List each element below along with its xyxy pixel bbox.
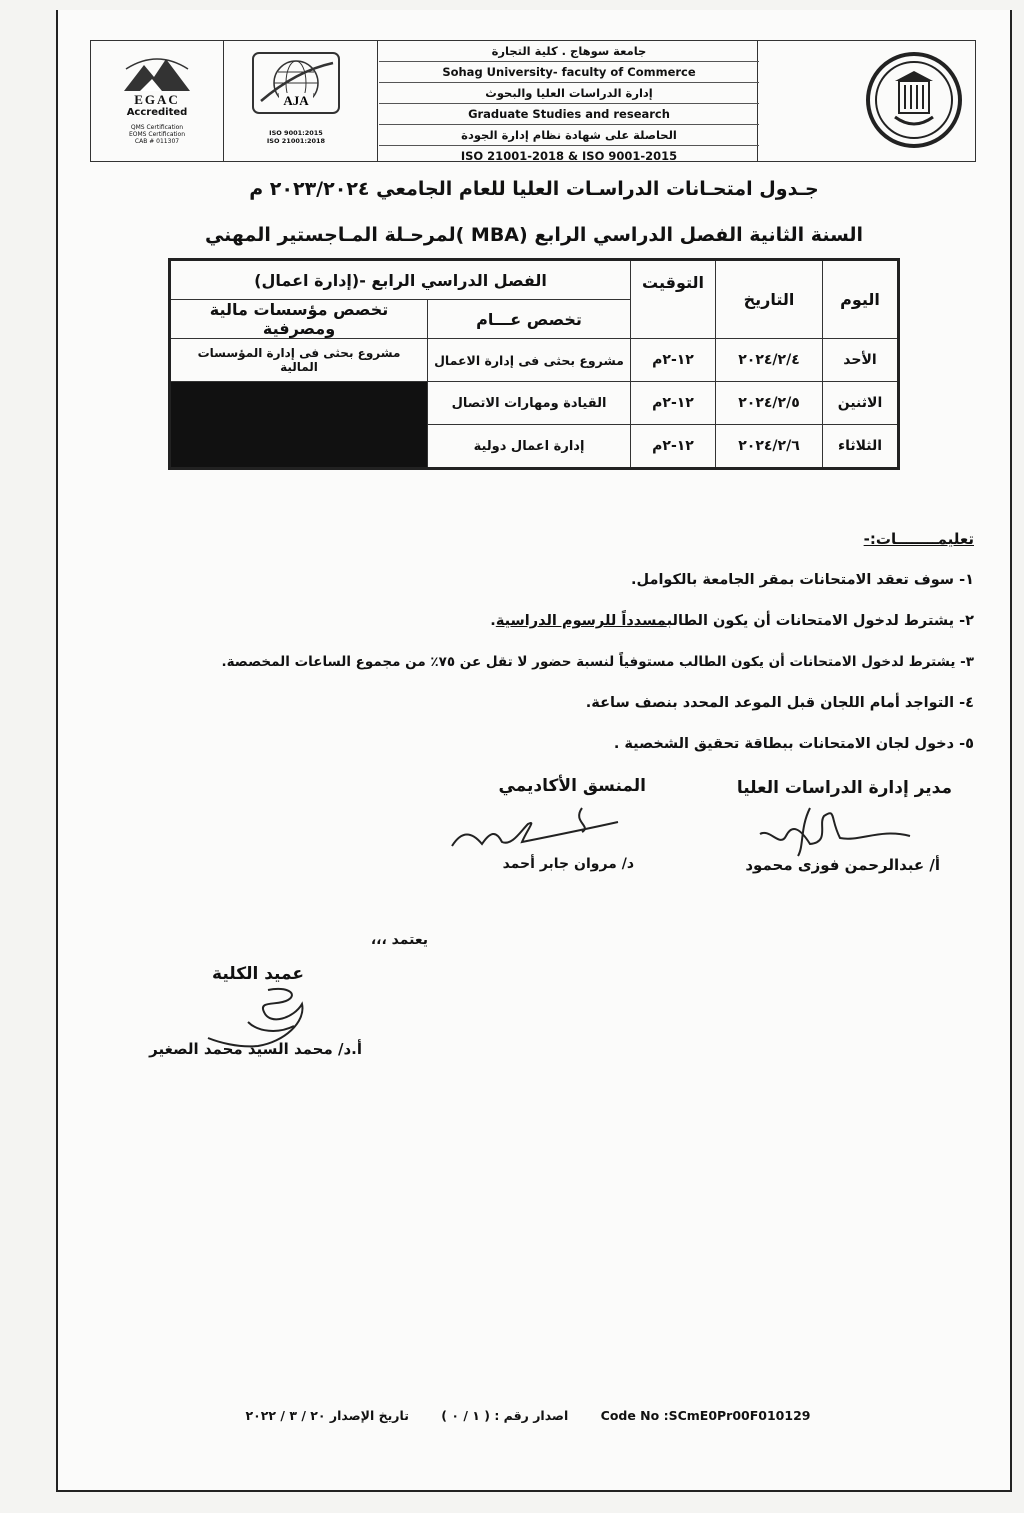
cell-date: ٢٠٢٤/٢/٤ <box>716 339 823 382</box>
egac-cab: CAB # 011307 <box>134 138 180 145</box>
cell-day: الأحد <box>823 339 899 382</box>
footer-issue-date: تاريخ الإصدار ٢٠ / ٣ / ٢٠٢٢ <box>245 1408 409 1423</box>
instruction-2 <box>114 601 974 642</box>
schedule-subtitle: لمرحـلة المـاجستير المهني( MBA) السنة الثانية الفصل الدراسي الرابع <box>204 224 864 246</box>
cell-time: ١٢-٢م <box>631 382 716 425</box>
egac-text: EGAC <box>134 92 180 107</box>
instruction-5: ٥- دخول لجان الامتحانات ببطاقة تحقيق الشخصية . <box>613 736 974 752</box>
cell-day: الاثنين <box>823 382 899 425</box>
footer-code: Code No :SCmE0Pr00F010129 <box>600 1408 811 1423</box>
instruction-1: ١- سوف تعقد الامتحانات بمقر الجامعة بالكوامل. <box>631 572 974 588</box>
schedule-title: جـدول امتحـانات الدراسـات العليا للعام الجامعي ٢٠٢٣/٢٠٢٤ م <box>249 178 819 200</box>
aja-text: AJA <box>283 93 309 108</box>
cell-finance-blank <box>170 382 428 469</box>
cell-time: ١٢-٢م <box>631 339 716 382</box>
instruction-3: ٣- يشترط لدخول الامتحانات أن يكون الطالب مستوفياً لنسبة حضور لا تقل عن ٧٥٪ من مجموع الساعات المخصصة. <box>221 654 974 670</box>
university-ar: جامعة سوهاج . كلية التجارة <box>379 41 759 62</box>
aja-logo <box>231 51 361 151</box>
coordinator-signature <box>432 802 622 858</box>
director-title: مدير إدارة الدراسات العليا <box>736 778 952 798</box>
letterhead-text <box>379 41 759 161</box>
egac-cert2: EOMS Certification <box>128 131 186 138</box>
header-general: تخصص عـــام <box>428 300 631 339</box>
dept-ar: إدارة الدراسات العليا والبحوث <box>379 83 759 104</box>
director-signature <box>740 798 920 858</box>
instructions-title: تعليمــــــــات:- <box>863 530 974 548</box>
dean-name: أ.د/ محمد السيد محمد الصغير <box>149 1040 362 1058</box>
document-page <box>56 10 1012 1492</box>
university-seal-icon <box>865 51 963 149</box>
approve-label: يعتمد ،،، <box>370 932 428 948</box>
cell-time: ١٢-٢م <box>631 425 716 469</box>
table-row <box>170 339 899 382</box>
instruction-4: ٤- التواجد أمام اللجان قبل الموعد المحدد بنصف ساعة. <box>585 695 974 711</box>
footer-version: اصدار رقم : ( ١ / ٠ ) <box>441 1408 569 1423</box>
dean-title: عميد الكلية <box>212 964 304 984</box>
egac-accredited: Accredited <box>126 107 188 118</box>
globe-icon <box>251 51 341 115</box>
aja-iso2: ISO 21001:2018 <box>266 137 326 145</box>
instruction-2-text: ٢- يشترط لدخول الامتحانات أن يكون الطالب <box>666 613 974 629</box>
cell-day: الثلاثاء <box>823 425 899 469</box>
table-row <box>170 382 899 425</box>
letterhead <box>90 40 976 162</box>
aja-iso1: ISO 9001:2015 <box>269 129 323 137</box>
cell-general: مشروع بحثى فى إدارة الاعمال <box>428 339 631 382</box>
header-semester: الفصل الدراسي الرابع -(إدارة اعمال) <box>170 260 631 300</box>
mountain-icon <box>122 55 192 93</box>
dept-en: Graduate Studies and research <box>379 104 759 125</box>
coordinator-name: د/ مروان جابر أحمد <box>502 856 634 872</box>
header-time: التوقيت <box>631 260 716 339</box>
header-date: التاريخ <box>716 260 823 339</box>
header-finance: تخصص مؤسسات مالية ومصرفية <box>170 300 428 339</box>
cell-general: إدارة اعمال دولية <box>428 425 631 469</box>
director-name: أ/ عبدالرحمن فوزى محمود <box>745 856 940 874</box>
instructions <box>114 530 974 765</box>
cell-date: ٢٠٢٤/٢/٥ <box>716 382 823 425</box>
cert-ar: الحاصلة على شهادة نظام إدارة الجودة <box>379 125 759 146</box>
egac-cert1: QMS Certification <box>130 124 184 131</box>
instruction-2-end: . <box>490 613 496 629</box>
iso-en: ISO 21001-2018 & ISO 9001-2015 <box>460 149 678 163</box>
coordinator-title: المنسق الأكاديمي <box>498 776 646 796</box>
header-day: اليوم <box>823 260 899 339</box>
cell-finance: مشروع بحثى فى إدارة المؤسسات المالية <box>170 339 428 382</box>
cell-date: ٢٠٢٤/٢/٦ <box>716 425 823 469</box>
egac-logo <box>97 47 217 155</box>
exam-schedule-table <box>168 258 900 470</box>
document-footer <box>208 1408 848 1423</box>
cell-general: القيادة ومهارات الاتصال <box>428 382 631 425</box>
instruction-2-emphasis: مسدداً للرسوم الدراسية <box>495 613 667 629</box>
university-en: Sohag University- faculty of Commerce <box>379 62 759 83</box>
